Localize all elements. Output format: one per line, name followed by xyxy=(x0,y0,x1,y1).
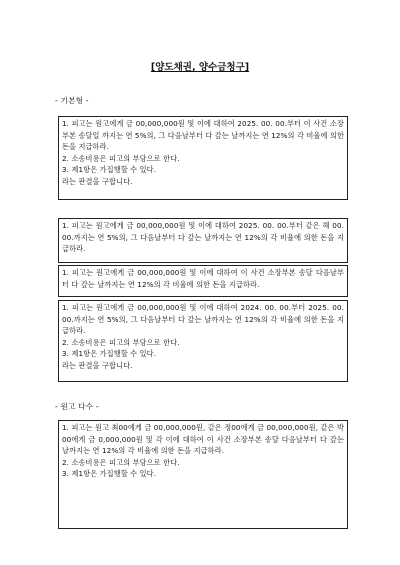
claim-box-5 xyxy=(58,420,348,529)
document-title xyxy=(0,62,400,74)
claim-line: 3. 제1항은 가집행할 수 있다. xyxy=(62,349,157,359)
claim-line: 1. 피고는 원고에게 금 00,000,000원 및 이에 대하여 이 사건 소장부본 송달 다음날부터 다 갚는 날까지는 연 12%의 각 비율에 의한 돈을 지급하라. xyxy=(62,268,344,289)
claim-line: 1. 피고는 원고에게 금 00,000,000원 및 이에 대하여 2025. 00. 00.부터 같은 해 00. 00.까지는 연 5%의, 그 다음날부터 다 갚는 날까지는 연 12%의 각 비율에 의한 돈을 지급하라. xyxy=(62,221,344,254)
claim-line: 2. 소송비용은 피고의 부담으로 한다. xyxy=(62,153,180,163)
claim-box-1 xyxy=(58,116,348,200)
claim-line: 1. 피고는 원고에게 금 00,000,000원 및 이에 대하여 2024. 00. 00.부터 2025. 00. 00.까지는 연 5%의, 그 다음날부터 다 갚는 날까지는 연 12%의 각 비율에 의한 돈을 지급하라. xyxy=(62,303,344,336)
section-heading-basic: - 기본형 - xyxy=(55,96,89,105)
claim-line: 3. 제1항은 가집행할 수 있다. xyxy=(62,165,157,175)
claim-box-2 xyxy=(58,218,348,263)
section-heading-multi: - 원고 다수 - xyxy=(55,402,99,411)
claim-box-4 xyxy=(58,300,348,382)
claim-box-3 xyxy=(58,265,348,297)
claim-line: 라는 판결을 구합니다. xyxy=(62,360,133,370)
claim-line: 라는 판결을 구합니다. xyxy=(62,176,133,186)
claim-line: 1. 피고는 원고 최00에게 금 00,000,000원, 같은 정00에게 금 00,000,000원, 같은 박00에게 금 0,000,000원 및 각 이에 대하여 이 사건 소장부본 송달 다음날부터 다 갚는 날까지는 연 12%의 각 비율에 의한 돈을 지급하라. xyxy=(62,423,344,456)
claim-line: 3. 제1항은 가집행할 수 있다. xyxy=(62,469,157,479)
claim-line: 2. 소송비용은 피고의 부담으로 한다. xyxy=(62,457,180,467)
claim-line: 2. 소송비용은 피고의 부담으로 한다. xyxy=(62,337,180,347)
document-title-text: [양도채권, 양수금청구] xyxy=(150,62,250,73)
claim-line: 1. 피고는 원고에게 금 00,000,000원 및 이에 대하여 2025. 00. 00.부터 이 사건 소장부본 송달일 까지는 연 5%의, 그 다음날부터 다 갚는 날까지는 연 12%의 각 비율에 의한 돈을 지급하라. xyxy=(62,119,344,152)
